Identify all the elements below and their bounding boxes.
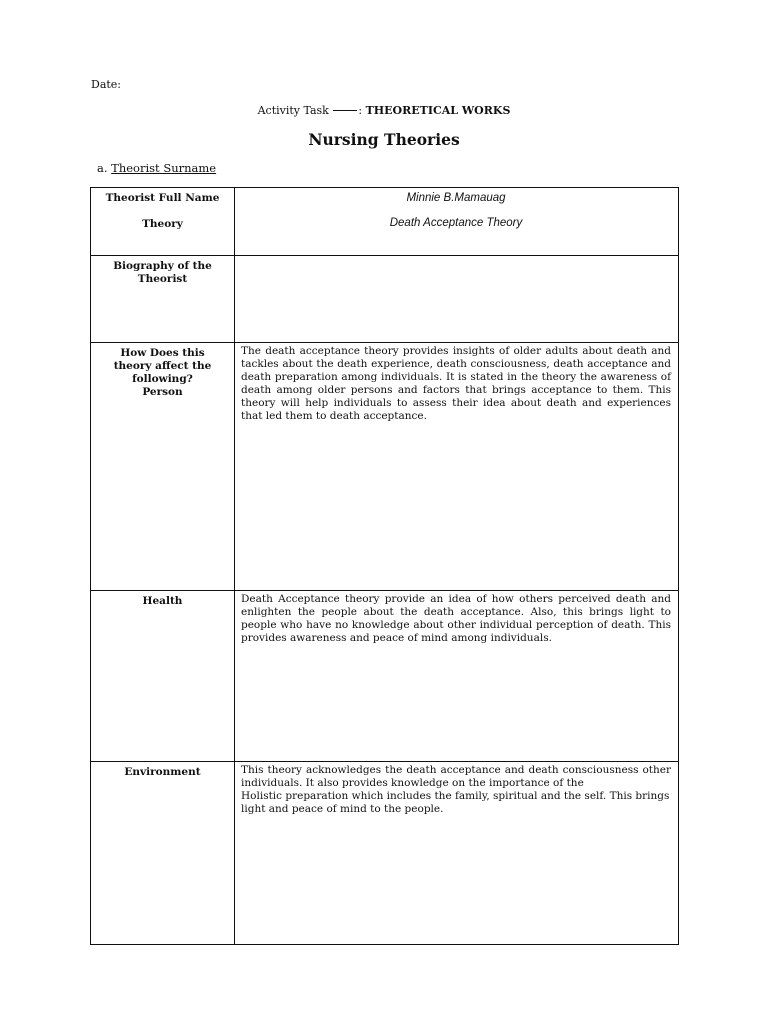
table-row-theorist [91, 188, 679, 256]
label-cell-theorist [91, 188, 235, 256]
label-environment: Environment [124, 766, 201, 778]
label-person-line3: following? [132, 373, 193, 385]
value-cell-theorist [235, 188, 679, 256]
person-paragraph: The death acceptance theory provides insights of older adults about death and tackles about the death experience, death consciousness, death acceptance and death preparation among individuals. It is stated in the theory the awareness of death among older persons and factors that brings acceptance to them. This theory will help individuals to assess their idea about death and experiences that led them to death acceptance. [241, 345, 671, 422]
table-row-health [91, 591, 679, 762]
activity-task-prefix: Activity Task [257, 104, 329, 117]
subtitle-prefix: a. [97, 161, 112, 175]
environment-paragraph-2: Holistic preparation which includes the family, spiritual and the self. This brings light and peace of mind to the people. [241, 790, 670, 815]
label-cell-health [91, 591, 235, 762]
label-theorist-full-name: Theorist Full Name [105, 192, 220, 204]
value-spacer [241, 205, 671, 217]
date-label: Date: [91, 78, 122, 91]
label-person-line2: theory affect the [113, 360, 212, 372]
label-person-line1: How Does this [120, 347, 205, 359]
label-person-line4: Person [142, 386, 183, 398]
person-value [235, 343, 679, 591]
theorist-surname-line [97, 161, 216, 175]
activity-task-line [0, 104, 768, 117]
label-cell-biography [91, 256, 235, 343]
health-paragraph: Death Acceptance theory provide an idea of how others perceived death and enlighten the people about the death acceptance. Also, this brings light to people who have no knowledge about other individual perception of death. This provides awareness and peace of mind among individuals. [241, 593, 671, 644]
label-health: Health [142, 595, 183, 607]
health-value [235, 591, 679, 762]
theory-table [90, 187, 679, 945]
table-row-environment [91, 762, 679, 945]
table-row-biography [91, 256, 679, 343]
table-row-person [91, 343, 679, 591]
label-cell-environment [91, 762, 235, 945]
label-biography-line1: Biography of the [113, 260, 212, 272]
biography-value [235, 256, 679, 343]
label-theory: Theory [142, 218, 183, 230]
environment-value [235, 762, 679, 945]
activity-task-heading: THEORETICAL WORKS [365, 104, 511, 117]
label-cell-person [91, 343, 235, 591]
label-spacer [91, 205, 234, 218]
environment-paragraph-1: This theory acknowledges the death acceptance and death consciousness other individuals. It also provides knowledge on the importance of the [241, 764, 671, 789]
subtitle-theorist-surname: Theorist Surname [111, 161, 217, 175]
activity-task-separator: : [358, 104, 366, 117]
page-title: Nursing Theories [308, 130, 460, 149]
label-biography-line2: Theorist [137, 273, 188, 285]
activity-task-number-blank [333, 110, 357, 111]
theory-name-value: Death Acceptance Theory [389, 217, 523, 229]
theorist-full-name-value: Minnie B.Mamauag [406, 192, 506, 204]
